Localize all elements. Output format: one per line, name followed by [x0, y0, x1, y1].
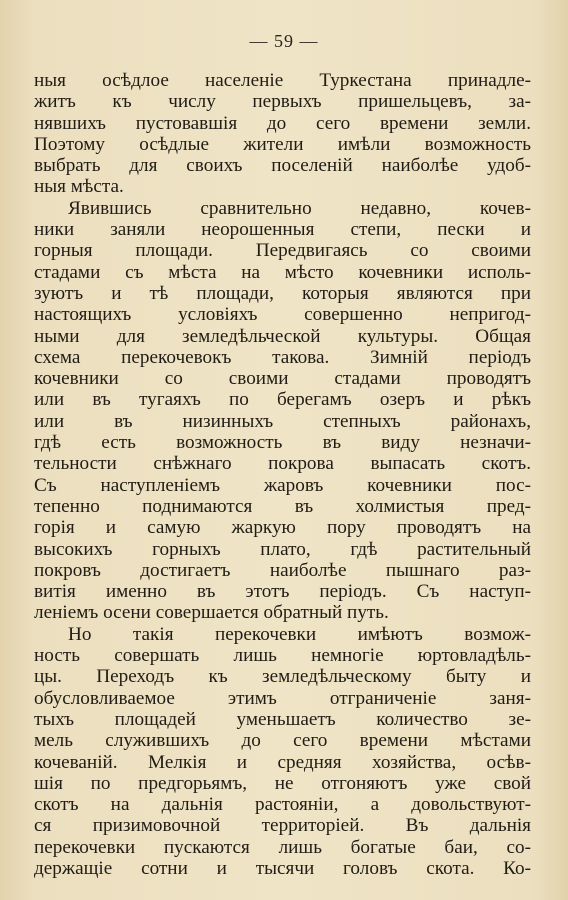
text-line: ными для земледѣльческой культуры. Общая [34, 325, 531, 347]
text-line: схема перекочевокъ такова. Зимнiй перiодъ [34, 346, 531, 368]
text-line: Съ наступленiемъ жаровъ кочевники пос- [34, 474, 531, 496]
text-line: перекочевки пускаются лишь богатые баи, со- [34, 836, 531, 858]
text-line: или въ низинныхъ степныхъ районахъ, [34, 410, 531, 432]
text-line: тепенно поднимаются въ холмистыя пред- [34, 495, 531, 517]
text-line: горiя и самую жаркую пору проводятъ на [34, 517, 531, 539]
text-line: цы. Переходъ къ земледѣльческому быту и [34, 666, 531, 688]
text-line: нявшихъ пустовавшiя до сего времени земли. [34, 112, 531, 134]
text-line: Но такiя перекочевки имѣютъ возмож- [68, 623, 531, 645]
text-line: обусловливаемое этимъ отграниченiе заня- [34, 687, 531, 709]
text-line: тыхъ площадей уменьшаетъ количество зе- [34, 708, 531, 730]
text-line: ныя осѣдлое населенiе Туркестана принадле- [34, 70, 531, 91]
text-line: высокихъ горныхъ плато, гдѣ растительный [34, 538, 531, 560]
text-line: кочеванiй. Мелкiя и средняя хозяйства, осѣв- [34, 751, 531, 773]
text-line: мель служившихъ до сего времени мѣстами [34, 730, 531, 752]
text-line: ность совершать лишь немногiе юртовладѣль- [34, 645, 531, 667]
page-number: — 59 — [249, 31, 319, 51]
text-line: шiя по предгорьямъ, не отгоняютъ уже свой [34, 772, 531, 794]
text-line: настоящихъ условiяхъ совершенно непригод- [34, 304, 531, 326]
text-line: скотъ на дальнiя растоянiи, а довольствуют- [34, 794, 531, 816]
text-line: тельности снѣжнаго покрова выпасать скотъ. [34, 453, 531, 475]
text-line: ники заняли неорошенныя степи, пески и [34, 219, 531, 241]
text-line: гдѣ есть возможность въ виду незначи- [34, 432, 531, 454]
text-line: ся призимовочной территорiей. Въ дальнiя [34, 815, 531, 837]
text-line: кочевники со своими стадами проводятъ [34, 368, 531, 390]
text-line: выбрать для своихъ поселенiй наиболѣе удоб- [34, 155, 531, 177]
text-line: ленiемъ осени совершается обратный путь. [34, 602, 389, 624]
text-line: стадами съ мѣста на мѣсто кочевники исполь- [34, 261, 531, 283]
text-line: ныя мѣста. [34, 176, 124, 198]
text-line: житъ къ числу первыхъ пришельцевъ, за- [34, 91, 531, 113]
text-line: зуютъ и тѣ площади, которыя являются при [34, 282, 531, 304]
text-line: Явившись сравнительно недавно, кочев- [68, 197, 531, 219]
text-line: или въ тугаяхъ по берегамъ озеръ и рѣкъ [34, 389, 531, 411]
text-line: держащiе сотни и тысячи головъ скота. Ко- [34, 857, 531, 879]
body-text [34, 70, 531, 879]
text-line: горныя площади. Передвигаясь со своими [34, 240, 531, 262]
text-line: покровъ достигаетъ наиболѣе пышнаго раз- [34, 559, 531, 581]
text-line: Поэтому осѣдлые жители имѣли возможность [34, 133, 531, 155]
text-line: витiя именно въ этотъ перiодъ. Съ наступ- [34, 581, 531, 603]
